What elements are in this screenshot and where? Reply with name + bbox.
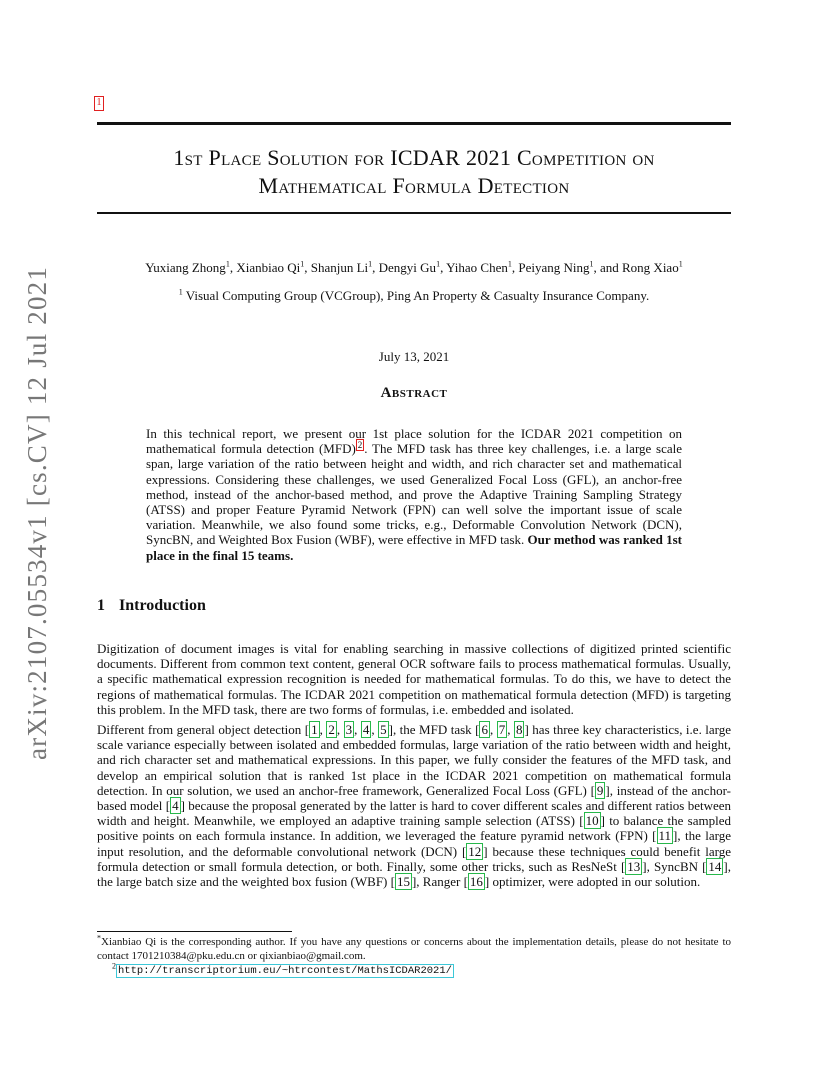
citation-link[interactable]: 15 (396, 874, 410, 890)
author-name: Xianbiao Qi (236, 260, 301, 275)
citation-link[interactable]: 8 (515, 722, 523, 737)
footnote-ref-link[interactable]: 2 (357, 439, 363, 450)
paragraph-text: ] optimizer, were adopted in our solution. (484, 874, 701, 890)
affiliation-text: Visual Computing Group (VCGroup), Ping An Property & Casualty Insurance Company. (182, 288, 650, 303)
author-affiliation-mark: 1 (589, 259, 594, 269)
abstract-text-a: In this technical report, we present our 1st place solution for the ICDAR 2021 competition on mathematical formula detection (MFD) (146, 426, 682, 457)
author-name: Yuxiang Zhong (145, 260, 226, 275)
author-separator: , (511, 260, 519, 275)
footnote-marker-link[interactable]: 1 (94, 96, 104, 111)
paragraph-text: ] to balance the sampled positive points on each formula instance. In addition, we leveraged the feature pyramid network (FPN) [ (97, 813, 731, 844)
author-name: Shanjun Li (310, 260, 369, 275)
author-name: Rong Xiao (622, 260, 679, 275)
paragraph-text: , (507, 722, 514, 737)
citation-link[interactable]: 2 (328, 722, 335, 737)
paper-title (97, 144, 731, 200)
paragraph-text: Different from general object detection [ (97, 722, 310, 737)
paragraph-text: ], the MFD task [ (388, 722, 480, 737)
citation-link[interactable]: 11 (658, 828, 672, 844)
paper-date: July 13, 2021 (378, 349, 450, 364)
citation-link[interactable]: 1 (311, 722, 318, 737)
citation-link[interactable]: 3 (345, 722, 353, 737)
citation-link[interactable]: 4 (362, 722, 370, 737)
paragraph-text: , (354, 722, 361, 737)
affiliation (97, 288, 731, 304)
paragraph-text: , (319, 722, 327, 737)
paragraph-text: , (336, 722, 344, 737)
citation-link[interactable]: 14 (708, 858, 722, 874)
citation-link[interactable]: 10 (585, 813, 599, 829)
footnote-url-link[interactable]: http://transcriptorium.eu/~htrcontest/MathsICDAR2021/ (118, 965, 452, 977)
footnote-2 (112, 961, 454, 978)
abstract-heading: Abstract (380, 385, 448, 401)
footnote-2-mark: 2 (112, 961, 116, 971)
citation-link[interactable]: 12 (468, 843, 482, 859)
citation-link[interactable]: 5 (380, 722, 387, 737)
paragraph-text: ], SyncBN [ (642, 858, 707, 874)
footnote-1-mark: * (97, 933, 101, 943)
section-title: Introduction (119, 597, 206, 614)
citation-link[interactable]: 9 (596, 782, 604, 798)
author-name: Yihao Chen (446, 260, 508, 275)
footnote-rule (97, 931, 292, 932)
paragraph-text: ], Ranger [ (411, 874, 468, 890)
author-separator: , (304, 260, 311, 275)
abstract-text-b: . The MFD task has three key challenges, i.e. a large scale span, large variation of the ratio between height and width, and rich character set and mathematical expressions. Considering these challenges, we used Generalized Focal Loss (GFL), an anchor-free method, instead of the anchor-based method, and prove the Adaptive Training Sampling Strategy (ATSS) and proper Feature Pyramid Network (FPN) can well solve the important issue of scale variation. Meanwhile, we also found some tricks, e.g., Deformable Convolution Network (DCN), SyncBN, and Weighted Box Fusion (WBF), were effective in MFD task. (146, 441, 682, 548)
paragraph-text: ] has three key characteristics, i.e. large scale variance especially between isolated and embedded formulas, large variation of the ratio between width and height, and rich character set and mathematical expressions. In this paper, we fully consider the features of the MFD task, and develop an empirical solution that is ranked 1st place in the ICDAR 2021 competition on mathematical formula detection. In our solution, we used an anchor-free framework, Generalized Focal Loss (GFL) [ (97, 722, 732, 798)
intro-paragraph-2 (97, 722, 731, 889)
author-separator: , and (593, 260, 623, 275)
author-affiliation-mark: 1 (436, 259, 441, 269)
abstract-body (146, 426, 682, 563)
citation-link[interactable]: 4 (172, 798, 179, 814)
author-affiliation-mark: 1 (225, 259, 230, 269)
citation-link[interactable]: 13 (627, 858, 641, 874)
author-list (97, 260, 731, 276)
author-separator: , (440, 260, 447, 275)
intro-paragraph-1: Digitization of document images is vital for enabling searching in massive collections of digitized printed scientific documents. Different from common text content, general OCR software fails to process mathematical formulas. Usually, a specific mathematical expression recognition is needed for mathematical formulas. To do this, we have to detect the regions of mathematical formulas. The ICDAR 2021 competition on mathematical formula detection (MFD) is targeting this problem. In the MFD task, there are two forms of formulas, i.e. embedded and isolated. (97, 641, 731, 717)
citation-link[interactable]: 6 (481, 722, 488, 737)
section-heading (97, 597, 206, 615)
paragraph-text: ] because these techniques could benefit large formula detection or small formula detection, or both. Finally, some other tricks, such as ResNeSt [ (97, 843, 731, 874)
citation-link[interactable]: 16 (469, 874, 483, 890)
author-name: Peiyang Ning (518, 260, 590, 275)
author-affiliation-mark: 1 (300, 259, 305, 269)
title-line-1: 1st Place Solution for ICDAR 2021 Competition on (173, 145, 655, 170)
paragraph-text: , (371, 722, 379, 737)
paragraph-text: , (489, 722, 497, 737)
paragraph-text: ], the large batch size and the weighted box fusion (WBF) [ (97, 858, 732, 890)
author-name: Dengyi Gu (378, 260, 437, 275)
paragraph-text: ] because the proposal generated by the latter is hard to cover different scales and different ratios between width and height. Meanwhile, we employed an adaptive training sample selection (ATSS) [ (97, 798, 731, 829)
arxiv-identifier: arXiv:2107.05534v1 [cs.CV] 12 Jul 2021 (22, 265, 52, 760)
footnote-1 (97, 933, 731, 963)
footnote-1-text: Xianbiao Qi is the corresponding author. If you have any questions or concerns about the implementation details, please do not hesitate to contact 1701210384@pku.edu.cn or qixianbiao@gmail.com. (97, 936, 731, 962)
author-affiliation-mark: 1 (678, 259, 683, 269)
citation-link[interactable]: 7 (498, 722, 506, 737)
paragraph-text: ], the large input resolution, and the deformable convolutional network (DCN) [ (97, 828, 731, 859)
title-top-rule (97, 122, 731, 125)
title-line-2: Mathematical Formula Detection (258, 173, 570, 198)
paragraph-text: ], instead of the anchor-based model [ (97, 782, 731, 814)
author-affiliation-mark: 1 (507, 259, 512, 269)
author-separator: , (229, 260, 237, 275)
affiliation-mark: 1 (178, 287, 183, 297)
abstract-bold-text: Our method was ranked 1st place in the final 15 teams. (146, 532, 682, 563)
author-separator: , (372, 260, 379, 275)
author-affiliation-mark: 1 (368, 259, 373, 269)
title-bottom-rule (97, 212, 731, 214)
section-number: 1 (97, 597, 105, 614)
